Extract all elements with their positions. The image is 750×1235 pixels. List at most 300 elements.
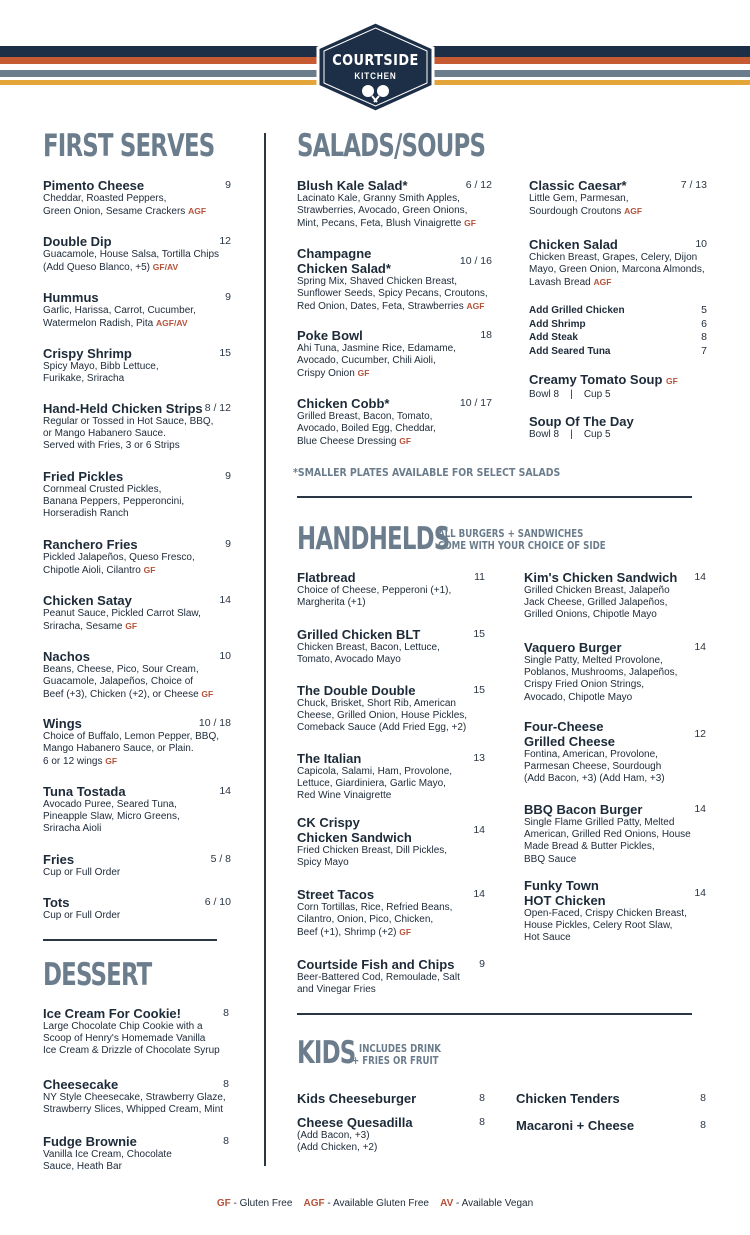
description-text: Blue Cheese Dressing <box>297 436 397 448</box>
item-price: 8 <box>700 1092 706 1104</box>
kids-item <box>516 1091 706 1106</box>
item-description-line <box>43 910 231 922</box>
soup-item <box>529 372 707 401</box>
item-name: Poke Bowl <box>297 328 363 343</box>
kids-note-1: INCLUDES DRINK <box>359 1043 441 1055</box>
item-price: 12 <box>219 235 231 247</box>
description-text: Sriracha, Sesame <box>43 621 123 633</box>
handhelds-right-item <box>524 640 706 704</box>
salads-soups-heading: SALADS/SOUPS <box>297 128 486 164</box>
item-description-line <box>297 435 492 448</box>
soup-item <box>529 414 707 441</box>
item-description-line <box>524 749 706 761</box>
item-description-line <box>43 361 231 373</box>
item-price: 15 <box>219 347 231 359</box>
description-text: Tomato, Avocado Mayo <box>297 654 401 666</box>
handhelds-note-2: COME WITH YOUR CHOICE OF SIDE <box>438 540 606 552</box>
item-description-line <box>529 252 707 264</box>
item-description-line <box>524 908 706 920</box>
description-text: Made Bread & Butter Pickles, <box>524 841 655 853</box>
item-name: Kim's Chicken Sandwich <box>524 570 678 585</box>
item-description-line <box>43 867 231 879</box>
item-description-line <box>43 508 231 520</box>
description-text: Choice of Buffalo, Lemon Pepper, BBQ, <box>43 731 220 742</box>
item-description-line <box>529 205 707 218</box>
item-price: 9 <box>225 291 231 303</box>
item-description-line <box>43 249 231 261</box>
description-text: Grilled Onions, Chipotle Mayo <box>524 609 657 621</box>
description-text: Lettuce, Giardiniera, Garlic Mayo, <box>297 778 446 790</box>
dietary-tag: GF <box>399 436 412 447</box>
legend-gf-code: GF <box>216 1198 231 1209</box>
item-price: 14 <box>694 571 706 583</box>
item-name: Vaquero Burger <box>524 640 622 655</box>
item-price: 8 <box>223 1007 229 1019</box>
item-price: 10 / 18 <box>198 717 231 729</box>
item-description-line <box>297 722 485 734</box>
dietary-tag: GF <box>105 756 118 767</box>
description-text: Spicy Mayo <box>297 857 349 869</box>
item-description-line <box>43 823 231 835</box>
description-text: Horseradish Ranch <box>43 508 129 520</box>
item-description-line <box>43 731 231 743</box>
item-description-line <box>524 932 706 944</box>
item-name-line2: Chicken Sandwich <box>297 830 412 845</box>
add-on-label: Add Grilled Chicken <box>529 305 625 316</box>
item-description-line <box>297 343 492 355</box>
description-text: Open-Faced, Crispy Chicken Breast, <box>524 908 687 919</box>
item-price: 7 / 13 <box>680 179 707 191</box>
description-text: Sauce, Heath Bar <box>43 1161 122 1173</box>
item-name: Chicken Tenders <box>516 1091 620 1106</box>
description-text: Capicola, Salami, Ham, Provolone, <box>297 766 453 777</box>
description-text: BBQ Sauce <box>524 853 577 865</box>
item-description-line <box>43 416 231 428</box>
kids-heading: KIDS <box>297 1035 356 1071</box>
item-price: 14 <box>694 641 706 653</box>
handhelds-right-item <box>524 878 706 945</box>
item-description-line <box>43 261 231 274</box>
description-text: Avocado, Boiled Egg, Cheddar, <box>297 423 436 435</box>
item-description-line <box>297 710 485 722</box>
item-description-line <box>43 688 231 701</box>
item-description-line <box>43 811 231 823</box>
item-description-line <box>297 585 485 597</box>
courtside-kitchen-logo <box>311 20 440 114</box>
item-description-line <box>43 1092 229 1104</box>
dietary-tag: GF/AV <box>152 262 179 273</box>
description-text: Chicken Breast, Bacon, Lettuce, <box>297 642 440 653</box>
item-name: Hand-Held Chicken Strips <box>43 401 203 416</box>
handhelds-right-item <box>524 570 706 622</box>
description-text: Beef (+1), Shrimp (+2) <box>297 927 397 939</box>
dietary-tag: AGF <box>188 206 207 217</box>
item-price: 13 <box>473 752 485 764</box>
item-name: Ice Cream For Cookie! <box>43 1006 181 1021</box>
item-name: Fried Pickles <box>43 469 124 484</box>
item-description-line <box>524 655 706 667</box>
item-description-line <box>43 1033 229 1045</box>
kids-item <box>516 1118 706 1133</box>
description-text: Crispy Onion <box>297 368 355 380</box>
item-description-line <box>43 620 231 633</box>
item-name: Fudge Brownie <box>43 1134 137 1149</box>
item-name: Kids Cheeseburger <box>297 1091 417 1106</box>
legend-agf-text: - Available Gluten Free <box>324 1198 429 1209</box>
first-serves-item <box>43 401 231 453</box>
item-description-line <box>297 972 485 984</box>
item-description-line <box>297 857 485 869</box>
description-text: Mango Habanero Sauce, or Plain. <box>43 743 194 755</box>
item-name: Flatbread <box>297 570 356 585</box>
dietary-tag: GF <box>357 368 370 379</box>
description-text: 6 or 12 wings <box>43 756 103 768</box>
dietary-tag: GF <box>399 927 412 938</box>
first-serves-item <box>43 469 231 521</box>
kids-item <box>297 1115 485 1154</box>
item-price: 10 / 17 <box>459 397 492 409</box>
item-name: Wings <box>43 716 82 731</box>
item-description-line <box>43 205 231 218</box>
item-price: 8 <box>479 1116 485 1128</box>
handhelds-note-1: ALL BURGERS + SANDWICHES <box>438 528 584 540</box>
item-name: Pimento Cheese <box>43 178 145 193</box>
description-text: Pineapple Slaw, Micro Greens, <box>43 811 180 823</box>
dietary-tag: AGF/AV <box>156 318 188 329</box>
item-price: 14 <box>473 888 485 900</box>
description-text: Lacinato Kale, Granny Smith Apples, <box>297 193 460 204</box>
item-price: 8 <box>479 1092 485 1104</box>
salads-left-item <box>297 246 492 314</box>
salads-note: *SMALLER PLATES AVAILABLE FOR SELECT SALADS <box>293 466 561 479</box>
description-text: Cheddar, Roasted Peppers, <box>43 193 167 204</box>
item-description-line <box>524 841 706 853</box>
add-on-price: 5 <box>701 304 707 316</box>
soup-name-text: Soup Of The Day <box>529 414 634 429</box>
salads-divider <box>297 496 692 498</box>
handhelds-right-item <box>524 719 706 786</box>
item-description-line <box>43 664 231 676</box>
item-description-line <box>297 367 492 380</box>
item-description-line <box>524 597 706 609</box>
salads-right-item <box>529 237 707 290</box>
description-text: Red Onion, Dates, Feta, Strawberries <box>297 301 464 313</box>
item-name: Street Tacos <box>297 887 375 902</box>
description-text: Chipotle Aioli, Cilantro <box>43 565 141 577</box>
handhelds-heading: HANDHELDS <box>297 521 450 557</box>
item-description-line <box>529 264 707 276</box>
item-description-line <box>297 300 492 313</box>
item-price: 14 <box>694 803 706 815</box>
item-price: 10 <box>695 238 707 250</box>
description-text: Scoop of Henry's Homemade Vanilla <box>43 1033 206 1045</box>
description-text: Guacamole, House Salsa, Tortilla Chips <box>43 249 220 260</box>
description-text: Cheese, Grilled Onion, House Pickles, <box>297 710 468 722</box>
item-description-line <box>524 920 706 932</box>
description-text: NY Style Cheesecake, Strawberry Glaze, <box>43 1092 226 1103</box>
soup-sizes: Bowl 8 | Cup 5 <box>529 429 611 440</box>
description-text: Little Gem, Parmesan, <box>529 193 629 204</box>
description-text: Banana Peppers, Pepperoncini, <box>43 496 185 508</box>
item-name: Crispy Shrimp <box>43 346 132 361</box>
item-description-line <box>297 698 485 710</box>
item-price: 14 <box>219 594 231 606</box>
item-description-line <box>297 217 492 230</box>
first-serves-item <box>43 895 231 922</box>
first-serves-divider <box>43 939 217 941</box>
desserts-item <box>43 1077 229 1116</box>
first-serves-item <box>43 234 231 274</box>
description-text: (Add Queso Blanco, +5) <box>43 262 151 274</box>
add-on-label: Add Seared Tuna <box>529 345 611 357</box>
item-description-line <box>43 799 231 811</box>
item-description-line <box>297 914 485 926</box>
item-name: The Double Double <box>297 683 416 698</box>
description-text: Single Flame Grilled Patty, Melted <box>524 817 675 828</box>
item-description-line <box>297 845 485 857</box>
item-description-line <box>43 1104 229 1116</box>
dietary-tag: GF <box>201 689 214 700</box>
description-text: Beer-Battered Cod, Remoulade, Salt <box>297 972 460 983</box>
item-description-line <box>297 984 485 996</box>
item-description-line <box>524 609 706 621</box>
dietary-tag: AGF <box>466 301 485 312</box>
legend-av-text: - Available Vegan <box>453 1198 534 1209</box>
column-divider <box>264 133 266 1166</box>
item-name: Macaroni + Cheese <box>516 1118 635 1133</box>
legend-agf-code: AGF <box>303 1198 325 1209</box>
description-text: Beans, Cheese, Pico, Sour Cream, <box>43 664 199 675</box>
item-description-line <box>524 761 706 773</box>
item-description-line <box>524 854 706 866</box>
description-text: Ahi Tuna, Jasmine Rice, Edamame, <box>297 343 456 354</box>
handhelds-right-item <box>524 802 706 866</box>
description-text: Cornmeal Crusted Pickles, <box>43 484 162 495</box>
description-text: Hot Sauce <box>524 932 571 944</box>
item-description-line <box>43 484 231 496</box>
item-name: Champagne <box>297 246 372 261</box>
item-description-line <box>43 1021 229 1033</box>
item-description-line <box>529 193 707 205</box>
dietary-tag: AGF <box>624 206 643 217</box>
description-text: Fried Chicken Breast, Dill Pickles, <box>297 845 448 856</box>
item-price: 8 / 12 <box>204 402 231 414</box>
item-price: 9 <box>225 470 231 482</box>
handhelds-left-item <box>297 815 485 869</box>
description-text: Single Patty, Melted Provolone, <box>524 655 663 666</box>
description-text: Strawberries, Avocado, Green Onions, <box>297 205 468 217</box>
item-description-line <box>297 355 492 367</box>
item-description-line <box>524 679 706 691</box>
item-name: Classic Caesar* <box>529 178 627 193</box>
dietary-tag: GF <box>143 565 156 576</box>
handhelds-divider <box>297 1013 692 1015</box>
item-description-line <box>43 305 231 317</box>
item-price: 15 <box>473 628 485 640</box>
salads-left-item <box>297 396 492 449</box>
salads-right-item <box>529 178 707 218</box>
item-description-line <box>43 755 231 768</box>
item-name: Courtside Fish and Chips <box>297 957 455 972</box>
item-name: Fries <box>43 852 75 867</box>
description-text: Large Chocolate Chip Cookie with a <box>43 1021 203 1032</box>
item-name: Four-Cheese <box>524 719 604 734</box>
first-serves-item <box>43 593 231 633</box>
description-text: House Pickles, Celery Root Slaw, <box>524 920 673 932</box>
item-name: Cheese Quesadilla <box>297 1115 413 1130</box>
item-name: Chicken Cobb* <box>297 396 390 411</box>
desserts-item <box>43 1006 229 1058</box>
handhelds-left-item <box>297 683 485 735</box>
description-text: (Add Bacon, +3) <box>297 1130 370 1141</box>
description-text: (Add Chicken, +2) <box>297 1142 378 1154</box>
item-price: 9 <box>225 179 231 191</box>
description-text: Vanilla Ice Cream, Chocolate <box>43 1149 172 1160</box>
description-text: Cilantro, Onion, Pico, Chicken, <box>297 914 434 926</box>
handhelds-left-item <box>297 751 485 803</box>
item-price: 12 <box>694 728 706 740</box>
item-description-line <box>43 743 231 755</box>
item-description-line <box>297 642 485 654</box>
salads-left-item <box>297 328 492 381</box>
handhelds-left-item <box>297 570 485 609</box>
description-text: Garlic, Harissa, Carrot, Cucumber, <box>43 305 196 316</box>
soup-name-text: Creamy Tomato Soup <box>529 372 663 387</box>
salads-left-item <box>297 178 492 231</box>
item-description-line <box>297 411 492 423</box>
item-description-line <box>297 193 492 205</box>
first-serves-item <box>43 649 231 702</box>
first-serves-item <box>43 346 231 385</box>
item-description-line <box>43 496 231 508</box>
item-price: 14 <box>473 824 485 836</box>
description-text: Crispy Fried Onion Strings, <box>524 679 645 691</box>
description-text: (Add Bacon, +3) (Add Ham, +3) <box>524 773 665 785</box>
item-description-line <box>43 1161 229 1173</box>
description-text: Cup or Full Order <box>43 910 121 921</box>
first-serves-item <box>43 178 231 218</box>
item-name: Grilled Chicken BLT <box>297 627 421 642</box>
first-serves-heading: FIRST SERVES <box>43 128 215 164</box>
item-description-line <box>524 773 706 785</box>
item-description-line <box>43 317 231 330</box>
legend-av-code: AV <box>440 1198 454 1209</box>
dietary-tag: GF <box>125 621 138 632</box>
soup-sizes: Bowl 8 | Cup 5 <box>529 389 611 400</box>
description-text: Cup or Full Order <box>43 867 121 878</box>
kids-item <box>297 1091 485 1106</box>
add-on-label: Add Steak <box>529 332 578 343</box>
item-price: 18 <box>480 329 492 341</box>
item-description-line <box>297 790 485 802</box>
item-description-line <box>43 193 231 205</box>
description-text: Choice of Cheese, Pepperoni (+1), <box>297 585 452 596</box>
description-text: Strawberry Slices, Whipped Cream, Mint <box>43 1104 224 1116</box>
description-text: Pickled Jalapeños, Queso Fresco, <box>43 552 195 563</box>
item-price: 11 <box>474 571 485 583</box>
item-name: Tots <box>43 895 70 910</box>
item-description-line <box>43 440 231 452</box>
legend-gf-text: - Gluten Free <box>230 1198 293 1209</box>
item-description-line <box>297 926 485 939</box>
item-description-line <box>524 817 706 829</box>
item-name: CK Crispy <box>297 815 360 830</box>
item-description-line <box>43 552 231 564</box>
description-text: Avocado, Cucumber, Chili Aioli, <box>297 355 436 367</box>
add-on-price: 6 <box>701 317 707 330</box>
first-serves-item <box>43 716 231 769</box>
description-text: Mint, Pecans, Feta, Blush Vinaigrette <box>297 218 462 230</box>
item-description-line <box>524 692 706 704</box>
description-text: American, Grilled Red Onions, House <box>524 829 691 841</box>
description-text: Sunflower Seeds, Spicy Pecans, Croutons, <box>297 288 488 300</box>
item-description-line <box>524 585 706 597</box>
item-name: Chicken Satay <box>43 593 132 608</box>
description-text: Fontina, American, Provolone, <box>524 749 658 760</box>
first-serves-item <box>43 784 231 836</box>
description-text: Furikake, Sriracha <box>43 373 125 385</box>
item-price: 8 <box>223 1135 229 1147</box>
handhelds-left-item <box>297 887 485 940</box>
item-name: Tuna Tostada <box>43 784 126 799</box>
description-text: Grilled Breast, Bacon, Tomato, <box>297 411 433 422</box>
item-price: 15 <box>473 684 485 696</box>
description-text: Poblanos, Mushrooms, Jalapeños, <box>524 667 678 679</box>
item-price: 10 <box>219 650 231 662</box>
item-description-line <box>43 608 231 620</box>
item-description-line <box>43 1149 229 1161</box>
item-description-line <box>297 1142 485 1154</box>
logo-line1: COURTSIDE <box>332 51 419 69</box>
item-name-line2: Grilled Cheese <box>524 734 616 749</box>
item-name: Chicken Salad <box>529 237 618 252</box>
item-name: Hummus <box>43 290 99 305</box>
item-name-line2: HOT Chicken <box>524 893 606 908</box>
item-name: Blush Kale Salad* <box>297 178 408 193</box>
item-price: 14 <box>219 785 231 797</box>
item-description-line <box>43 676 231 688</box>
description-text: Parmesan Cheese, Sourdough <box>524 761 662 773</box>
first-serves-item <box>43 852 231 879</box>
soup-name <box>529 414 707 429</box>
add-on-price: 7 <box>701 344 707 357</box>
item-description-line <box>297 778 485 790</box>
item-description-line <box>43 428 231 440</box>
item-description-line <box>297 1130 485 1142</box>
dessert-heading: DESSERT <box>43 957 152 993</box>
item-description-line <box>297 654 485 666</box>
item-description-line <box>297 276 492 288</box>
kids-note-2: + FRIES OR FRUIT <box>352 1055 439 1067</box>
description-text: or Mango Habanero Sauce. <box>43 428 166 440</box>
item-description-line <box>297 205 492 217</box>
handhelds-left-item <box>297 627 485 666</box>
description-text: Served with Fries, 3 or 6 Strips <box>43 440 180 452</box>
add-on-label: Add Shrimp <box>529 318 586 330</box>
item-description-line <box>297 766 485 778</box>
item-price: 6 / 10 <box>204 896 231 908</box>
item-name: Nachos <box>43 649 90 664</box>
description-text: Comeback Sauce (Add Fried Egg, +2) <box>297 722 467 734</box>
description-text: Avocado Puree, Seared Tuna, <box>43 799 177 810</box>
legend <box>0 1198 750 1209</box>
description-text: Corn Tortillas, Rice, Refried Beans, <box>297 902 453 913</box>
item-name: Cheesecake <box>43 1077 119 1092</box>
item-description-line <box>297 288 492 300</box>
description-text: Watermelon Radish, Pita <box>43 318 154 330</box>
description-text: Spring Mix, Shaved Chicken Breast, <box>297 276 458 287</box>
item-price: 14 <box>694 887 706 899</box>
